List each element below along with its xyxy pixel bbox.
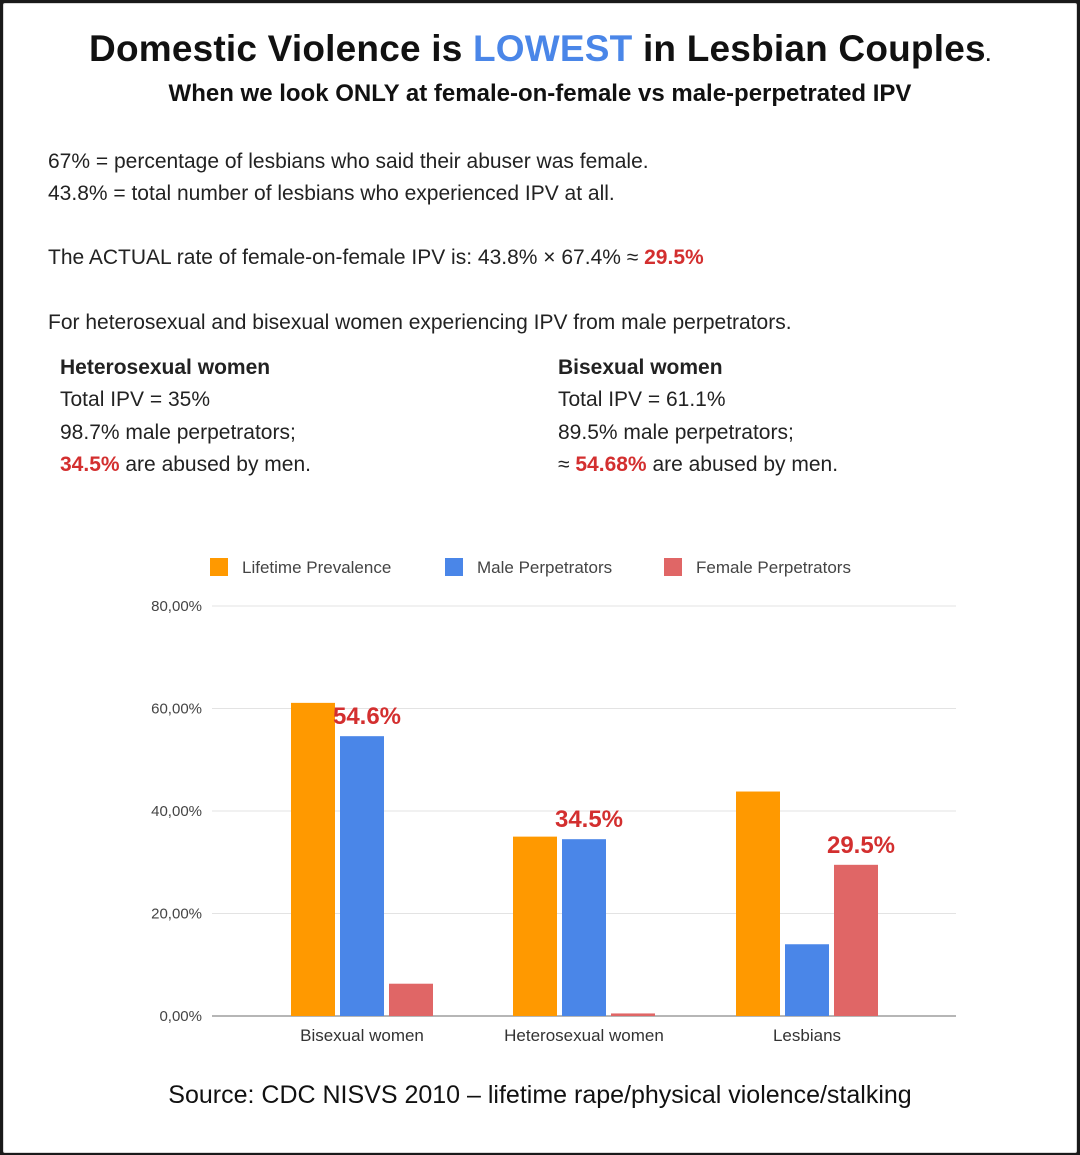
infographic-card	[3, 3, 1077, 1153]
title-part-2: in Lesbian Couples	[632, 28, 986, 69]
bar-male	[562, 839, 606, 1016]
y-tick-label: 40,00%	[151, 803, 202, 820]
actual-rate-text: The ACTUAL rate of female-on-female IPV is: 43.8% × 67.4% ≈	[48, 246, 645, 269]
lesbian-total-ipv-line: 43.8% = total number of lesbians who experienced IPV at all.	[48, 182, 615, 205]
data-annotation: 34.5%	[554, 806, 624, 834]
source-note: Source: CDC NISVS 2010 – lifetime rape/physical violence/stalking	[168, 1081, 912, 1109]
bar-female	[611, 1013, 655, 1016]
male-perpetrators-intro: For heterosexual and bisexual women experiencing IPV from male perpetrators.	[48, 311, 792, 334]
y-tick-label: 80,00%	[151, 598, 202, 615]
x-tick-label: Heterosexual women	[504, 1026, 664, 1045]
bar-female	[389, 984, 433, 1016]
bar-female	[834, 865, 878, 1016]
title-dot: .	[985, 45, 991, 65]
bi-male: 89.5% male perpetrators;	[558, 421, 794, 444]
lesbian-female-abuser-line: 67% = percentage of lesbians who said their abuser was female.	[48, 150, 649, 173]
hetero-abused-value: 34.5%	[60, 453, 120, 476]
bi-abused-prefix: ≈	[558, 453, 576, 476]
x-tick-label: Bisexual women	[300, 1026, 424, 1045]
legend-label: Female Perpetrators	[696, 558, 851, 577]
bi-heading: Bisexual women	[558, 356, 723, 379]
page-title	[4, 28, 1076, 70]
bi-abused-line	[558, 453, 838, 477]
bar-lifetime	[291, 703, 335, 1016]
hetero-abused-text: are abused by men.	[119, 453, 311, 476]
title-part-1: Domestic Violence is	[89, 28, 473, 69]
bi-total: Total IPV = 61.1%	[558, 388, 726, 411]
legend-swatch-male	[445, 558, 463, 576]
bar-lifetime	[736, 792, 780, 1016]
legend-swatch-female	[664, 558, 682, 576]
legend-swatch-lifetime	[210, 558, 228, 576]
hetero-male: 98.7% male perpetrators;	[60, 421, 296, 444]
y-tick-label: 20,00%	[151, 905, 202, 923]
hetero-heading: Heterosexual women	[60, 356, 271, 379]
hetero-total: Total IPV = 35%	[60, 388, 211, 411]
legend-label: Lifetime Prevalence	[242, 558, 392, 577]
bar-lifetime	[513, 837, 557, 1016]
data-annotation: 54.6%	[332, 703, 402, 731]
ipv-bar-chart	[4, 534, 1076, 1064]
y-tick-label: 60,00%	[151, 700, 202, 718]
bi-abused-text: are abused by men.	[646, 453, 839, 476]
bar-male	[785, 944, 829, 1016]
hetero-abused-line	[60, 453, 311, 477]
title-highlight: LOWEST	[473, 28, 633, 69]
actual-rate-line	[48, 246, 704, 270]
page-subtitle: When we look ONLY at female-on-female vs male-perpetrated IPV	[168, 80, 912, 107]
data-annotation: 29.5%	[826, 831, 896, 859]
y-tick-label: 0,00%	[159, 1008, 202, 1025]
actual-rate-value: 29.5%	[644, 246, 704, 269]
legend-label: Male Perpetrators	[477, 558, 613, 577]
bar-male	[340, 736, 384, 1016]
bi-abused-value: 54.68%	[575, 453, 647, 476]
x-tick-label: Lesbians	[772, 1026, 842, 1045]
